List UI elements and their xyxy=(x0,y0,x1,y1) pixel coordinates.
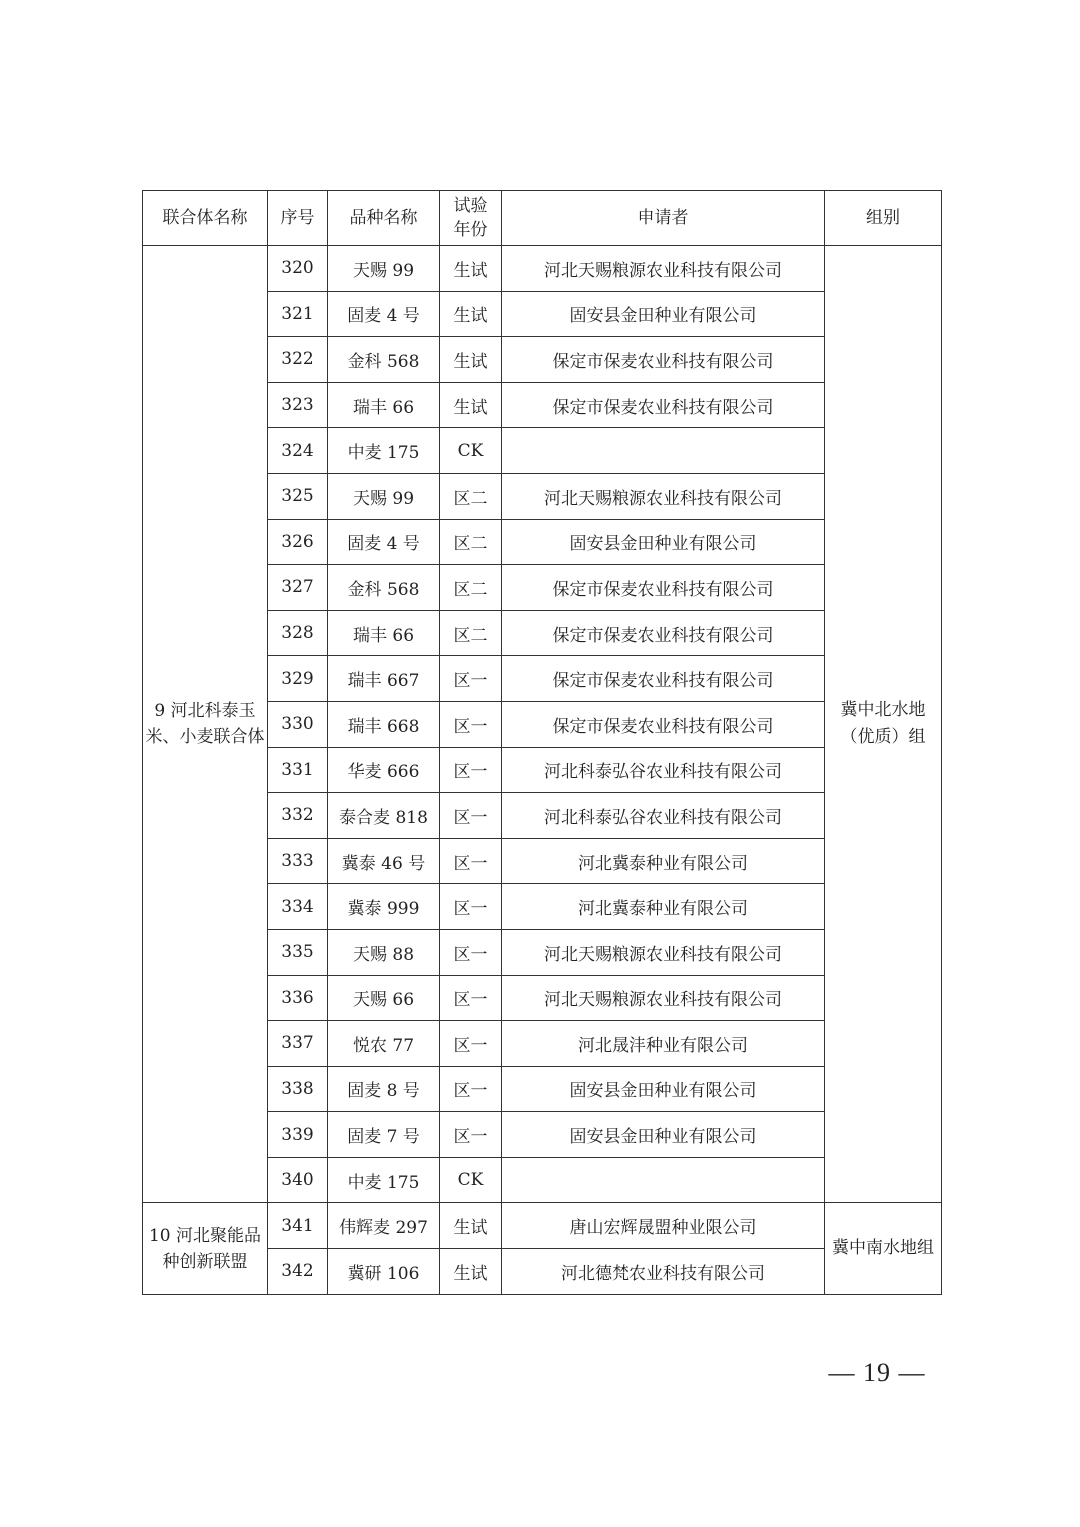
seq-cell: 340 xyxy=(268,1157,328,1203)
applicant-cell xyxy=(502,428,825,474)
seq-cell: 323 xyxy=(268,382,328,428)
applicant-cell: 河北天赐粮源农业科技有限公司 xyxy=(502,473,825,519)
seq-cell: 320 xyxy=(268,246,328,292)
trial-year-cell: 区一 xyxy=(440,929,502,975)
trial-year-cell: 生试 xyxy=(440,1249,502,1295)
applicant-cell: 河北天赐粮源农业科技有限公司 xyxy=(502,929,825,975)
applicant-cell: 保定市保麦农业科技有限公司 xyxy=(502,701,825,747)
trial-year-cell: 区一 xyxy=(440,1112,502,1158)
applicant-cell: 固安县金田种业有限公司 xyxy=(502,519,825,565)
applicant-cell: 河北冀泰种业有限公司 xyxy=(502,838,825,884)
variety-cell: 冀研 106 xyxy=(328,1249,440,1295)
trial-year-cell: CK xyxy=(440,1157,502,1203)
trial-year-cell: 区一 xyxy=(440,975,502,1021)
union-name-cell: 9 河北科泰玉米、小麦联合体 xyxy=(143,246,268,1203)
variety-cell: 天赐 99 xyxy=(328,246,440,292)
group-cell: 冀中北水地（优质）组 xyxy=(825,246,942,1203)
trial-year-cell: 区一 xyxy=(440,793,502,839)
header-group: 组别 xyxy=(825,191,942,246)
trial-year-cell: 区二 xyxy=(440,610,502,656)
header-trial-year: 试验年份 xyxy=(440,191,502,246)
applicant-cell xyxy=(502,1157,825,1203)
variety-cell: 中麦 175 xyxy=(328,428,440,474)
table-header-row xyxy=(143,191,942,246)
seq-cell: 325 xyxy=(268,473,328,519)
seq-cell: 336 xyxy=(268,975,328,1021)
applicant-cell: 河北冀泰种业有限公司 xyxy=(502,884,825,930)
seq-cell: 339 xyxy=(268,1112,328,1158)
trial-year-cell: 区二 xyxy=(440,565,502,611)
applicant-cell: 固安县金田种业有限公司 xyxy=(502,1112,825,1158)
applicant-cell: 保定市保麦农业科技有限公司 xyxy=(502,656,825,702)
trial-year-cell: 生试 xyxy=(440,246,502,292)
applicant-cell: 保定市保麦农业科技有限公司 xyxy=(502,382,825,428)
seq-cell: 331 xyxy=(268,747,328,793)
trial-year-cell: 区一 xyxy=(440,1021,502,1067)
variety-cell: 固麦 4 号 xyxy=(328,519,440,565)
trial-year-cell: 区一 xyxy=(440,1066,502,1112)
union-name-cell: 10 河北聚能品种创新联盟 xyxy=(143,1203,268,1294)
seq-cell: 321 xyxy=(268,291,328,337)
applicant-cell: 河北德梵农业科技有限公司 xyxy=(502,1249,825,1295)
variety-cell: 冀泰 46 号 xyxy=(328,838,440,884)
variety-cell: 金科 568 xyxy=(328,565,440,611)
variety-cell: 固麦 7 号 xyxy=(328,1112,440,1158)
trial-year-cell: 区一 xyxy=(440,656,502,702)
variety-cell: 固麦 4 号 xyxy=(328,291,440,337)
page-number: — 19 — xyxy=(828,1358,926,1387)
trial-year-cell: 区一 xyxy=(440,884,502,930)
variety-cell: 天赐 99 xyxy=(328,473,440,519)
variety-cell: 伟辉麦 297 xyxy=(328,1203,440,1249)
variety-cell: 泰合麦 818 xyxy=(328,793,440,839)
seq-cell: 322 xyxy=(268,337,328,383)
seq-cell: 334 xyxy=(268,884,328,930)
applicant-cell: 河北天赐粮源农业科技有限公司 xyxy=(502,246,825,292)
seq-cell: 328 xyxy=(268,610,328,656)
variety-cell: 悦农 77 xyxy=(328,1021,440,1067)
applicant-cell: 河北晟沣种业有限公司 xyxy=(502,1021,825,1067)
header-applicant: 申请者 xyxy=(502,191,825,246)
seq-cell: 341 xyxy=(268,1203,328,1249)
trial-year-cell: 区二 xyxy=(440,519,502,565)
seq-cell: 327 xyxy=(268,565,328,611)
trial-year-cell: 生试 xyxy=(440,337,502,383)
applicant-cell: 固安县金田种业有限公司 xyxy=(502,291,825,337)
trial-year-cell: 区二 xyxy=(440,473,502,519)
trial-year-cell: 生试 xyxy=(440,382,502,428)
seq-cell: 338 xyxy=(268,1066,328,1112)
applicant-cell: 唐山宏辉晟盟种业限公司 xyxy=(502,1203,825,1249)
seq-cell: 333 xyxy=(268,838,328,884)
variety-cell: 瑞丰 66 xyxy=(328,382,440,428)
seq-cell: 329 xyxy=(268,656,328,702)
variety-cell: 天赐 88 xyxy=(328,929,440,975)
variety-cell: 天赐 66 xyxy=(328,975,440,1021)
applicant-cell: 保定市保麦农业科技有限公司 xyxy=(502,337,825,383)
seq-cell: 337 xyxy=(268,1021,328,1067)
variety-cell: 金科 568 xyxy=(328,337,440,383)
seq-cell: 326 xyxy=(268,519,328,565)
header-seq: 序号 xyxy=(268,191,328,246)
group-cell: 冀中南水地组 xyxy=(825,1203,942,1294)
header-union: 联合体名称 xyxy=(143,191,268,246)
table-row xyxy=(143,1203,942,1249)
seq-cell: 324 xyxy=(268,428,328,474)
variety-cell: 冀泰 999 xyxy=(328,884,440,930)
trial-year-cell: 区一 xyxy=(440,701,502,747)
seq-cell: 332 xyxy=(268,793,328,839)
applicant-cell: 保定市保麦农业科技有限公司 xyxy=(502,565,825,611)
trial-year-cell: 生试 xyxy=(440,291,502,337)
table-body xyxy=(143,246,942,1295)
variety-table xyxy=(142,190,942,1295)
variety-cell: 固麦 8 号 xyxy=(328,1066,440,1112)
seq-cell: 335 xyxy=(268,929,328,975)
applicant-cell: 保定市保麦农业科技有限公司 xyxy=(502,610,825,656)
applicant-cell: 河北科泰弘谷农业科技有限公司 xyxy=(502,793,825,839)
variety-cell: 华麦 666 xyxy=(328,747,440,793)
seq-cell: 330 xyxy=(268,701,328,747)
table-row xyxy=(143,246,942,292)
variety-cell: 瑞丰 667 xyxy=(328,656,440,702)
seq-cell: 342 xyxy=(268,1249,328,1295)
applicant-cell: 河北科泰弘谷农业科技有限公司 xyxy=(502,747,825,793)
applicant-cell: 固安县金田种业有限公司 xyxy=(502,1066,825,1112)
variety-cell: 瑞丰 668 xyxy=(328,701,440,747)
variety-cell: 中麦 175 xyxy=(328,1157,440,1203)
trial-year-cell: 区一 xyxy=(440,747,502,793)
variety-cell: 瑞丰 66 xyxy=(328,610,440,656)
trial-year-cell: CK xyxy=(440,428,502,474)
trial-year-cell: 区一 xyxy=(440,838,502,884)
header-variety: 品种名称 xyxy=(328,191,440,246)
applicant-cell: 河北天赐粮源农业科技有限公司 xyxy=(502,975,825,1021)
trial-year-cell: 生试 xyxy=(440,1203,502,1249)
